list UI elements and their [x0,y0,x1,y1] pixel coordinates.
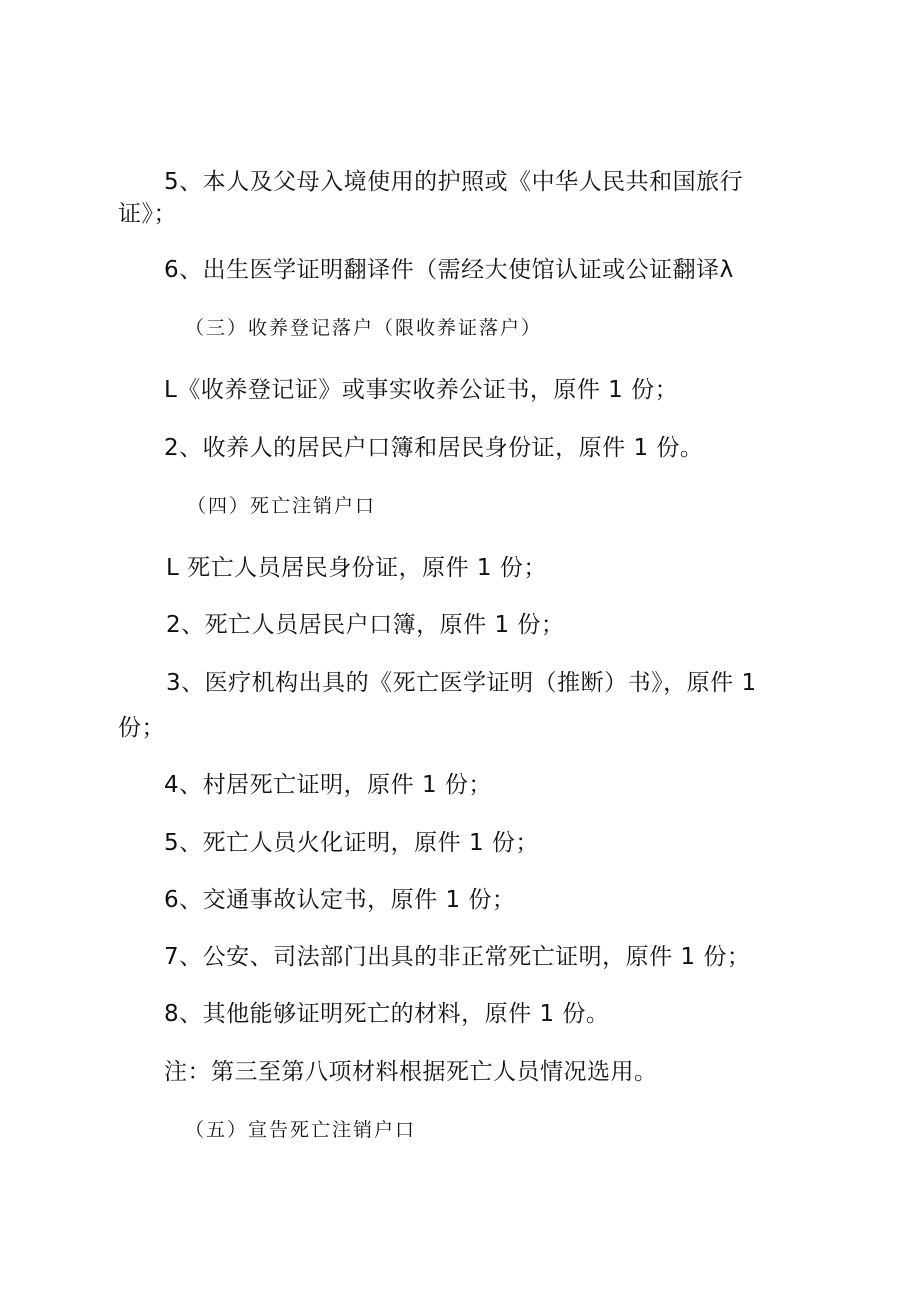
section-5-heading: （五）宣告死亡注销户口 [185,1119,417,1141]
death-item-3-line-2: 份； [118,715,165,741]
item-5-passport-line-2: 证》； [118,201,177,227]
death-item-3-line-1: 3、医疗机构出具的《死亡医学证明（推断）书》，原件 1 [166,670,757,696]
death-item-1: L 死亡人员居民身份证，原件 1 份； [166,555,547,581]
adoption-item-1: L《收养登记证》或事实收养公证书，原件 1 份； [164,377,679,403]
death-item-7: 7、公安、司法部门出具的非正常死亡证明，原件 1 份； [164,944,751,970]
section-4-heading: （四）死亡注销户口 [187,495,377,517]
death-item-8: 8、其他能够证明死亡的材料，原件 1 份。 [164,1001,610,1027]
adoption-item-2: 2、收养人的居民户口簿和居民身份证，原件 1 份。 [164,435,704,461]
section-3-heading: （三）收养登记落户（限收养证落户） [185,317,543,339]
death-item-6: 6、交通事故认定书，原件 1 份； [164,887,516,913]
death-item-4: 4、村居死亡证明，原件 1 份； [164,772,492,798]
item-5-passport-line-1: 5、本人及父母入境使用的护照或《中华人民共和国旅行 [164,169,744,195]
item-6-translation: 6、出生医学证明翻译件（需经大使馆认证或公证翻译λ [164,257,734,283]
death-note: 注：第三至第八项材料根据死亡人员情况选用。 [164,1059,658,1085]
death-item-5: 5、死亡人员火化证明，原件 1 份； [164,830,539,856]
death-item-2: 2、死亡人员居民户口簿，原件 1 份； [166,612,565,638]
